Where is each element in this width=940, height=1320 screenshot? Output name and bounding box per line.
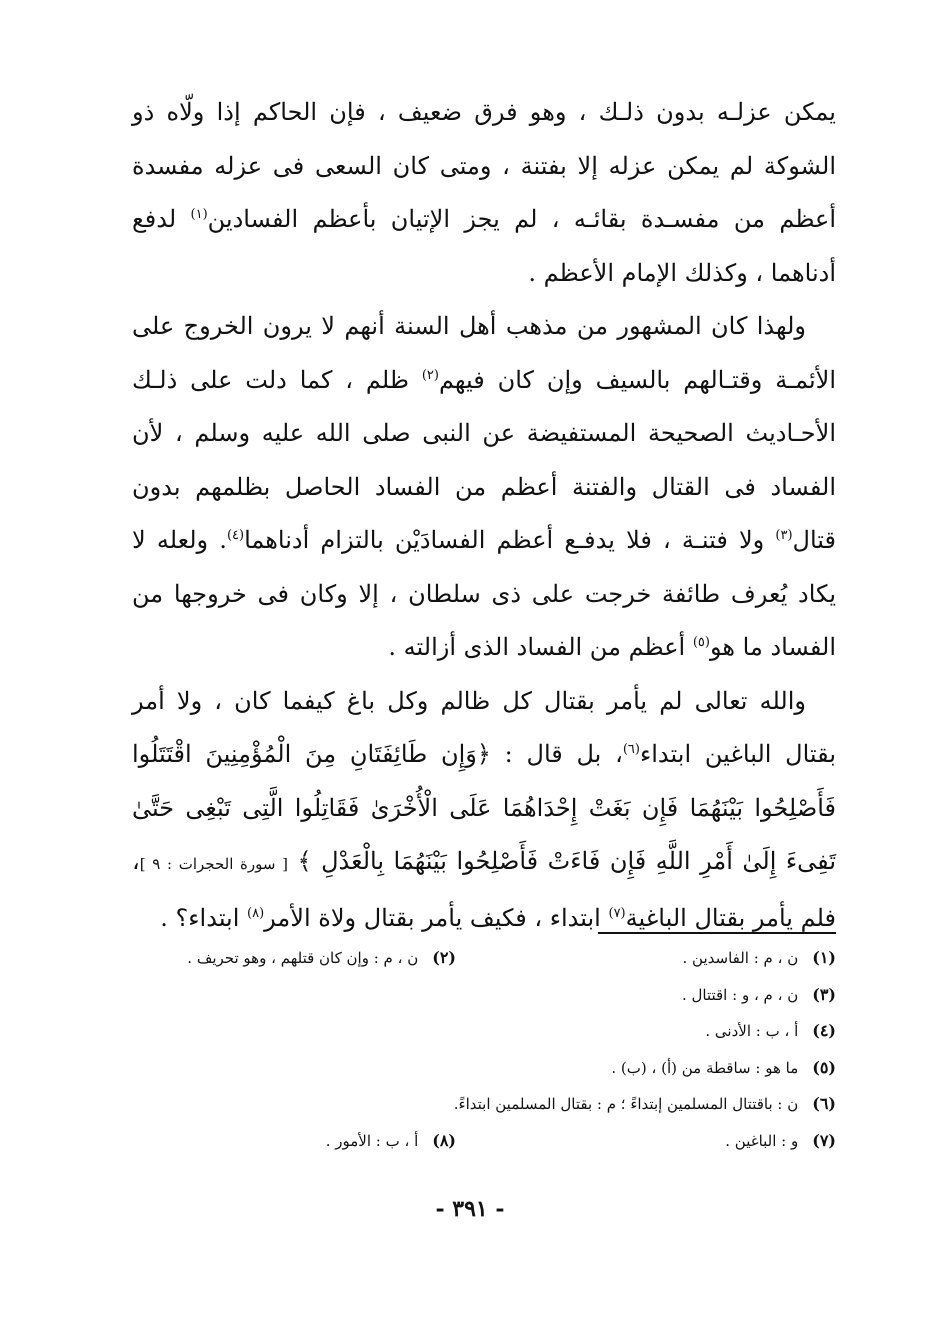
footnote xyxy=(705,1013,836,1050)
footnote-number: (٤) xyxy=(812,1021,836,1040)
footnote-text: و : الباغين . xyxy=(725,1131,799,1150)
footnote xyxy=(683,940,837,977)
footnote-text: ن ، م : وإن كان قتلهم ، وهو تحريف . xyxy=(187,949,419,967)
text-run: ولهذا كان المشهور من مذهب أهل السنة أنهم لا يرون الخروج على الأئمـة وقتـالهم بالسيف وإن كان فيهم xyxy=(132,312,836,394)
verse-reference: [ سورة الحجرات : ٩ ] xyxy=(139,855,288,873)
text-run: ، بل قال : ﴿وَإِن طَائِفَتَانِ مِنَ الْمُؤْمِنِينَ اقْتَتَلُوا فَأَصْلِحُوا بَيْنَهُمَا فَإِن بَغَتْ إِحْدَاهُمَا عَلَى الْأُخْرَىٰ فَقَاتِلُوا الَّتِى تَبْغِى حَتَّىٰ تَفِىءَ إِلَىٰ أَمْرِ اللَّهِ فَإِن فَاءَتْ فَأَصْلِحُوا بَيْنَهُمَا بِالْعَدْلِ ﴾ xyxy=(132,740,836,875)
footnote-marker: (٦) xyxy=(622,742,640,757)
footnote-text: أ ، ب : الأدنى . xyxy=(705,1022,799,1040)
footnote-number: (٣) xyxy=(812,984,836,1004)
footnote-text: أ ، ب : الأمور . xyxy=(325,1131,419,1150)
footnote-row xyxy=(132,940,836,977)
footnote-text: ن : باقتتال المسلمين إبتداءً ؛ م : بقتال المسلمين ابتداءً. xyxy=(453,1095,799,1113)
text-run: ولا فتنـة ، فلا يدفـع أعظم الفسادَيْن بالتزام أدناهما xyxy=(244,526,776,554)
text-run: والله تعالى لم يأمر بقتال كل ظالم وكل باغ كيفما كان ، ولا أمر بقتال الباغين ابتداء xyxy=(132,686,836,768)
footnote-number: (٦) xyxy=(812,1094,836,1113)
footnote-marker: (٤) xyxy=(226,528,245,543)
text-run: . ولعله لا يكاد يُعرف طائفة خرجت على ذى سلطان ، إلا وكان فى خروجها من الفساد ما هو xyxy=(132,526,836,661)
footnote xyxy=(682,977,836,1014)
footnote-marker: (٣) xyxy=(775,528,793,543)
footnote-text: ن ، م : الفاسدين . xyxy=(682,949,799,967)
footnote-marker: (٨) xyxy=(247,905,265,921)
paragraph xyxy=(132,675,836,946)
footnotes xyxy=(132,940,836,1159)
text-run: ابتداء ، فكيف يأمر بقتال ولاة الأمر xyxy=(264,903,609,932)
text-run: أعظم من الفساد الذى أزالته . xyxy=(388,633,693,661)
footnote-row xyxy=(132,1086,836,1123)
footnote-row xyxy=(132,1123,836,1160)
footnote-marker: (١) xyxy=(190,207,208,222)
footnote-separator xyxy=(598,932,836,934)
footnote-number: (٧) xyxy=(812,1130,836,1150)
footnote-text: ن ، م ، و : اقتتال . xyxy=(681,985,799,1004)
footnote xyxy=(611,1050,836,1087)
footnote-row xyxy=(132,1013,836,1050)
footnote-row xyxy=(132,977,836,1014)
footnote-number: (٨) xyxy=(432,1130,456,1150)
paragraph xyxy=(132,86,836,300)
footnote-number: (٥) xyxy=(812,1057,836,1077)
paragraph xyxy=(132,300,836,675)
text-run: ، فلم يأمر بقتال الباغية xyxy=(132,847,836,932)
footnote-row xyxy=(132,1050,836,1087)
footnote-marker: (٥) xyxy=(692,635,710,650)
text-run: ابتداء؟ . xyxy=(160,903,248,932)
footnote-number: (١) xyxy=(812,948,836,967)
footnote-text: ما هو : ساقطة من (أ) ، (ب) . xyxy=(611,1058,799,1077)
footnote xyxy=(725,1123,836,1160)
main-text xyxy=(132,86,836,945)
footnote-marker: (٢) xyxy=(421,367,439,383)
page-number: - ٣٩١ - xyxy=(435,1196,505,1222)
text-run: لدفع أدناهما ، وكذلك الإمام الأعظم . xyxy=(132,205,836,287)
text-run: يمكن عزلـه بدون ذلـك ، وهو فرق ضعيف ، فإن الحاكم إذا ولّاه ذو الشوكة لم يمكن عزله إلا بفتنة ، ومتى كان السعى فى عزله مفسدة أعظم من مفسـدة بقائـه ، لم يجز الإتيان بأعظم الفسادين xyxy=(132,98,836,233)
footnote-marker: (٧) xyxy=(608,905,626,921)
footnote xyxy=(326,1123,456,1160)
footnote-number: (٢) xyxy=(432,948,456,967)
footnote xyxy=(187,940,456,977)
footnote xyxy=(454,1086,836,1123)
text-run: ظلم ، كما دلت على ذلـك الأحـاديث الصحيحة المستفيضة عن النبى صلى الله عليه وسلم ، لأن الفساد فى القتال والفتنة أعظم من الفساد الحاصل بظلمهم بدون قتال xyxy=(132,365,836,554)
